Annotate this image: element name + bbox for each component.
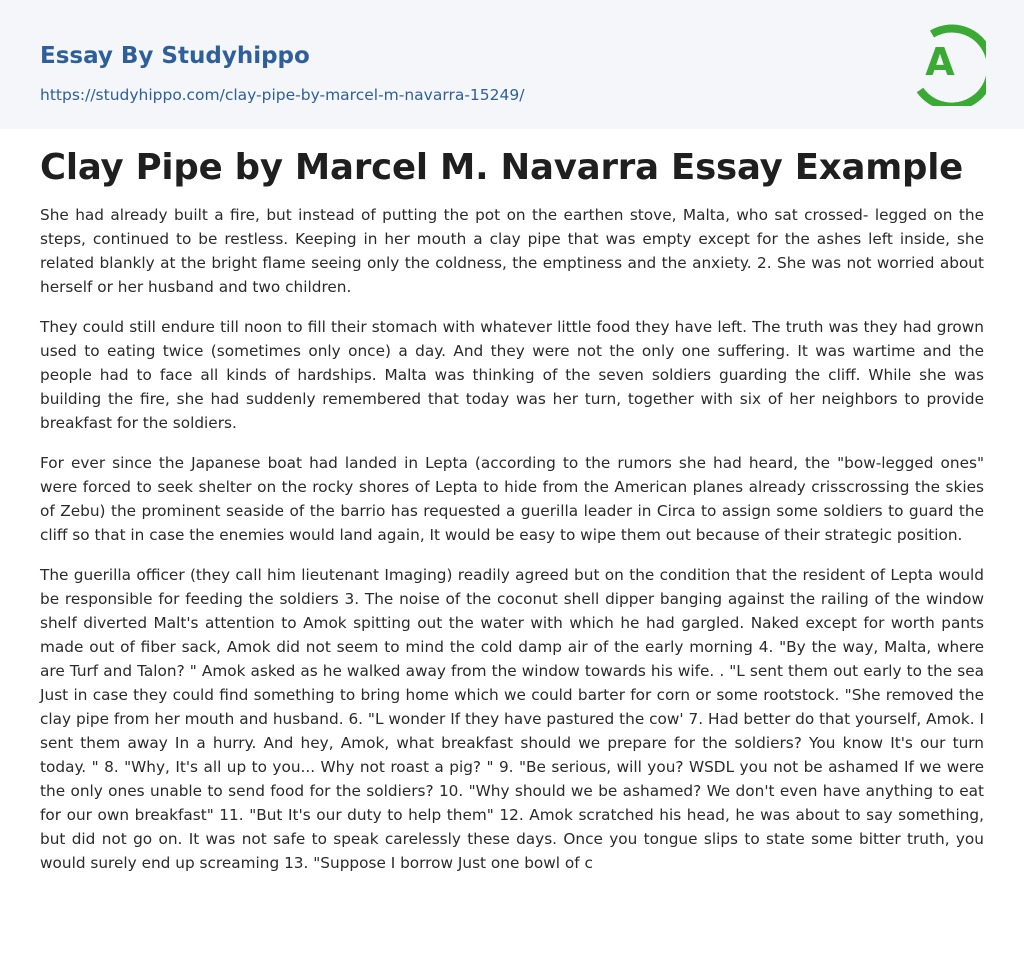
site-brand[interactable]: Essay By Studyhippo	[40, 43, 310, 69]
logo-letter: A	[925, 40, 955, 84]
article-paragraph: She had already built a fire, but instead of putting the pot on the earthen stove, Malta, who sat crossed- legged on the steps, continued to be restless. Keeping in her mouth a clay pipe that was empty except for the ashes left inside, she related blankly at the bright flame seeing only the coldness, the emptiness and the anxiety. 2. She was not worried about herself or her husband and two children.	[40, 206, 984, 296]
page-title: Clay Pipe by Marcel M. Navarra Essay Example	[40, 147, 964, 188]
article-paragraph: For ever since the Japanese boat had landed in Lepta (according to the rumors she had heard, the "bow-legged ones" were forced to seek shelter on the rocky shores of Lepta to hide from the American planes already crisscrossing the skies of Zebu) the prominent seaside of the barrio has requested a guerilla leader in Circa to assign some soldiers to guard the cliff so that in case the enemies would land again, It would be easy to wipe them out because of their strategic position.	[40, 454, 984, 544]
article-paragraph: They could still endure till noon to fill their stomach with whatever little food they have left. The truth was they had grown used to eating twice (sometimes only once) a day. And they were not the only one suffering. It was wartime and the people had to face all kinds of hardships. Malta was thinking of the seven soldiers guarding the cliff. While she was building the fire, she had suddenly remembered that today was her turn, together with six of her neighbors to provide breakfast for the soldiers.	[40, 318, 984, 432]
article-paragraph: The guerilla officer (they call him lieutenant Imaging) readily agreed but on the condition that the resident of Lepta would be responsible for feeding the soldiers 3. The noise of the coconut shell dipper banging against the railing of the window shelf diverted Malt's attention to Amok spitting out the water with which he had gargled. Naked except for worth pants made out of fiber sack, Amok did not seem to mind the cold damp air of the early morning 4. "By the way, Malta, where are Turf and Talon? " Amok asked as he walked away from the window towards his wife. . "L sent them out early to the sea Just in case they could find something to bring home which we could barter for corn or some rootstock. "She removed the clay pipe from her mouth and husband. 6. "L wonder If they have pastured the cow' 7. Had better do that yourself, Amok. I sent them away In a hurry. And hey, Amok, what breakfast should we prepare for the soldiers? You know It's our turn today. " 8. "Why, It's all up to you... Why not roast a pig? " 9. "Be serious, will you? WSDL you not be ashamed If we were the only ones unable to send food for the soldiers? 10. "Why should we be ashamed? We don't even have anything to eat for our own breakfast" 11. "But It's our duty to help them" 12. Amok scratched his head, he was about to say something, but did not go on. It was not safe to speak carelessly these days. Once you tongue slips to state some bitter truth, you would surely end up screaming 13. "Suppose I borrow Just one bowl of c	[40, 566, 984, 872]
article-body	[0, 129, 1024, 875]
article-url-link[interactable]: https://studyhippo.com/clay-pipe-by-marcel-m-navarra-15249/	[40, 86, 525, 104]
site-header	[0, 0, 1024, 129]
studyhippo-logo-icon[interactable]	[912, 20, 986, 106]
